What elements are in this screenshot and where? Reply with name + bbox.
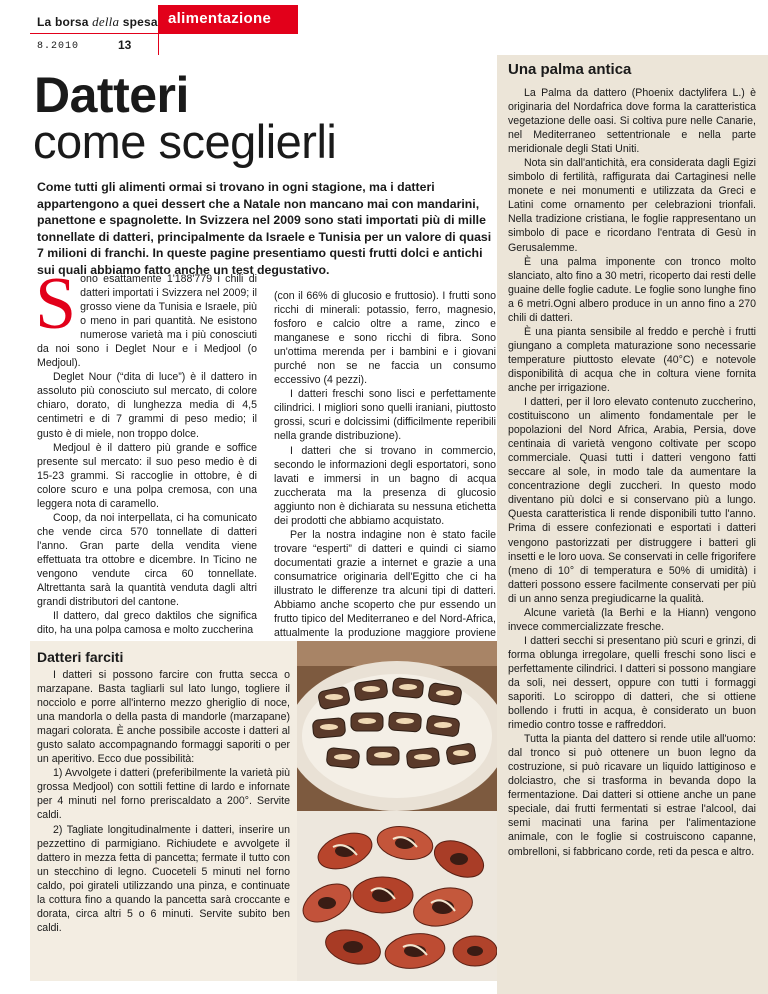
article-column-2 [274, 289, 496, 668]
page-number: 13 [118, 38, 132, 52]
article-column-1 [35, 263, 257, 637]
recipe-box-text [37, 668, 290, 935]
drop-cap: S [35, 263, 77, 345]
section-tab [158, 5, 298, 33]
header-divider [30, 33, 298, 34]
issue-date: 8.2010 [37, 41, 80, 52]
article-subtitle: come sceglierli [33, 115, 337, 168]
sidebar-text [508, 86, 756, 859]
paragraph: Il dattero, dal greco daktilos che significa dito, ha una polpa camosa e molto zuccherina [37, 610, 257, 637]
paragraph: I datteri secchi si presentano più scuri e grinzi, di forma oblunga irregolare, quelli freschi sono lisci e perfettamente cilindrici. I datteri si possono mangiare da soli, nei dessert, oppure con tutti i formaggi saporiti. Lo sciroppo di datteri, che si ottiene bollendo i frutti in acqua, è considerato un buon rimedio contro tosse e raffreddori. [508, 634, 756, 732]
paragraph: ono esattamente 1'188'779 i chili di datteri importati i Svizzera nel 2009; il grosso viene da Tunisia e Israele, più o meno in pari quantità. Ne esistono numerose varietà ma i più conosciuti da noi sono i Deglet Nour e i Medjool (o Medjoul). [37, 273, 257, 370]
paragraph: Tutta la pianta del dattero si rende utile all'uomo: dal tronco si può ottenere un buon legno da costruzione, si può ricavare un liquido lattiginoso e dolciastro, che si trasforma in bevanda dopo la fermentazione. Dai datteri si ottiene anche un pane speciale, dai frutti fermentati si estrae l'alcool, dai semi macinati una farina per l'alimentazione animale, con le foglie si costruiscono capanne, ombrelloni, si fabbricano corde, reti da pesca e altro. [508, 733, 756, 858]
publication-name-part2: spesa [119, 15, 158, 29]
paragraph: I datteri freschi sono lisci e perfettamente cilindrici. I migliori sono quelli iraniani, piuttosto grossi, scuri e dolcissimi (difficilmente reperibili nella grande distribuzione). [274, 388, 496, 443]
paragraph: 2) Tagliate longitudinalmente i datteri, inserire un pezzettino di parmigiano. Richiudete e avvolgete il dattero in mezza fetta di pancetta; fermate il tutto con un stecchino di legno. Cuoceteli 5 minuti nel forno caldo, poi girateli utilizzando una pinza, e continuate la cottura fino a quando la pancetta sarà croccante e dorata, circa altri 5 o 6 minuti. Servite subito ben caldi. [37, 823, 290, 934]
paragraph: Coop, da noi interpellata, ci ha comunicato che vende circa 570 tonnellate di datteri l'anno. Gran parte della vendita viene effettuata tra ottobre e dicembre. In Ticino ne vengono vendute circa 60 tonnellate. Altrettanta sarà la quantità venduta dagli altri grandi distributori del cantone. [37, 511, 257, 609]
paragraph: (con il 66% di glucosio e fruttosio). I frutti sono ricchi di minerali: potassio, ferro, magnesio, fosforo e calcio oltre a rame, zinco e manganese e sono ricchi di fibra. Sono un'ottima merenda per i bambini e i giovani purché non se ne faccia un consumo eccessivo (4 pezzi). [274, 290, 496, 387]
paragraph: I datteri che si trovano in commercio, secondo le informazioni degli esportatori, sono lavati e immersi in un bagno di acqua zuccherata ma la presenza di glucosio aggiunto non è dichiarata su nessuna etichetta dei prodotti che abbiamo acquistato. [274, 444, 496, 527]
paragraph: La Palma da dattero (Phoenix dactylifera L.) è originaria del Nordafrica dove forma la caratteristica vegetazione delle oasi. Si coltiva pure nelle Canarie, nel Mediterraneo settentrionale e nella parte meridionale degli Stati Uniti. [508, 87, 756, 156]
article-title: Datteri [34, 67, 189, 123]
paragraph: È una palma imponente con tronco molto slanciato, alto fino a 30 metri, ricoperto dai resti delle guaine delle foglie cadute. Le foglie sono lunghe fino a 6 metri.Ogni albero produce in un anno fino a 270 chili di datteri. [508, 255, 756, 324]
article-lead: Come tutti gli alimenti ormai si trovano in ogni stagione, ma i datteri appartengono a quei dessert che a Natale non mancano mai con mandarini, panettone e spagnolette. In Svizzera nel 2009 sono stati importati più di mille tonnellate di datteri, principalmente da Israele e Tunisia per un valore di quasi 7 milioni di franchi. In queste pagine presentiamo questi frutti dolci e antichi sui quali abbiamo fatto anche un test degustativo. [37, 180, 492, 277]
photo-illustration-2 [297, 811, 497, 981]
paragraph: Nota sin dall'antichità, era considerata dagli Egizi simbolo di fertilità, raffigurata dai Cartaginesi nelle monete e nei monumenti e utilizzata da Greci e Latini come ornamento per celebrazioni trionfali. Nella tradizione cristiana, le foglie rappresentano un simbolo di pace e ricordano l'entrata di Gesù in Gerusalemme. [508, 157, 756, 254]
paragraph: È una pianta sensibile al freddo e perchè i frutti giungano a completa maturazione sono necessarie temperature piuttosto elevate (40°C) e notevole disponibilità di acqua che in coltura viene fornita anche per irrigazione. [508, 325, 756, 394]
photo-bacon-wrapped-dates [297, 811, 497, 981]
header-vertical-divider [158, 5, 159, 55]
photo-illustration-1 [297, 641, 497, 811]
paragraph: Per la nostra indagine non è stato facile trovare “esperti” di datteri e quindi ci siamo documentati grazie a internet e grazie a una consumatrice originaria dell'Egitto che ci ha illustrato le differenze tra alcuni tipi di datteri. Abbiamo anche scoperto che pur essendo un frutto tipico del Mediterraneo e del Nord-Africa, attualmente la produzione maggiore proviene [274, 528, 496, 640]
photo-stuffed-dates-plate [297, 641, 497, 811]
paragraph: 1) Avvolgete i datteri (preferibilmente la varietà più grossa Medjool) con sottili fettine di lardo e infornate per 4 minuti nel forno preriscaldato a 200°. Servite caldi. [37, 767, 290, 822]
paragraph: Alcune varietà (la Berhi e la Hiann) vengono invece commercializzate fresche. [508, 606, 756, 633]
publication-name-part1: La borsa [37, 15, 93, 29]
sidebar-title: Una palma antica [508, 61, 632, 78]
paragraph: Deglet Nour (“dita di luce”) è il dattero in assoluto più conosciuto sul mercato, di colore chiaro, dorato, di lunghezza media di 4,5 centimetri e di 7 grammi di peso medio; il gusto è di miele, non troppo dolce. [37, 371, 257, 440]
publication-name-italic: della [92, 14, 120, 29]
recipe-box-title: Datteri farciti [37, 649, 124, 665]
section-label: alimentazione [168, 10, 272, 27]
paragraph: Medjoul è il dattero più grande e soffice presente sul mercato: il suo peso medio è di 15-23 grammi. Si raccoglie in ottobre, è di colore scuro e una polpa cremosa, con una leggera nota di caramello. [37, 441, 257, 510]
paragraph: I datteri si possono farcire con frutta secca o marzapane. Basta tagliarli sul lato lungo, togliere il nocciolo e porre all'interno mezzo gheriglio di noce, una mandorla o della pasta di mandorle (marzapane) magari colorata. È anche possibile accoste i datteri al gusto salato accompagnando formaggi saporiti o per un aperitivo. Ecco due possibilità: [37, 669, 290, 766]
publication-name [37, 14, 158, 30]
paragraph: I datteri, per il loro elevato contenuto zuccherino, costituiscono un alimento fondamentale per le popolazioni del Nord Africa, Arabia, Persia, dove centinaia di varietà vengono coltivate per scopo commerciale. Quasi tutti i datteri vengono fatti seccare al sole, in modo tale da aumentare la concentrazione degli zuccheri. In questo modo diventano più dolci e si conservano più a lungo. Questa caratteristica li rende disponibili tutto l'anno. Prima di essere confezionati e esportati i datteri vengono pastorizzati per distruggere i batteri gli insetti e le loro uova. Se conservati in celle frigorifere (meno di 10° di temperatura e 50% di umidità) i datteri possono essere facilmente conservati per più di un anno senza pregiudicarne la qualità. [508, 396, 756, 605]
